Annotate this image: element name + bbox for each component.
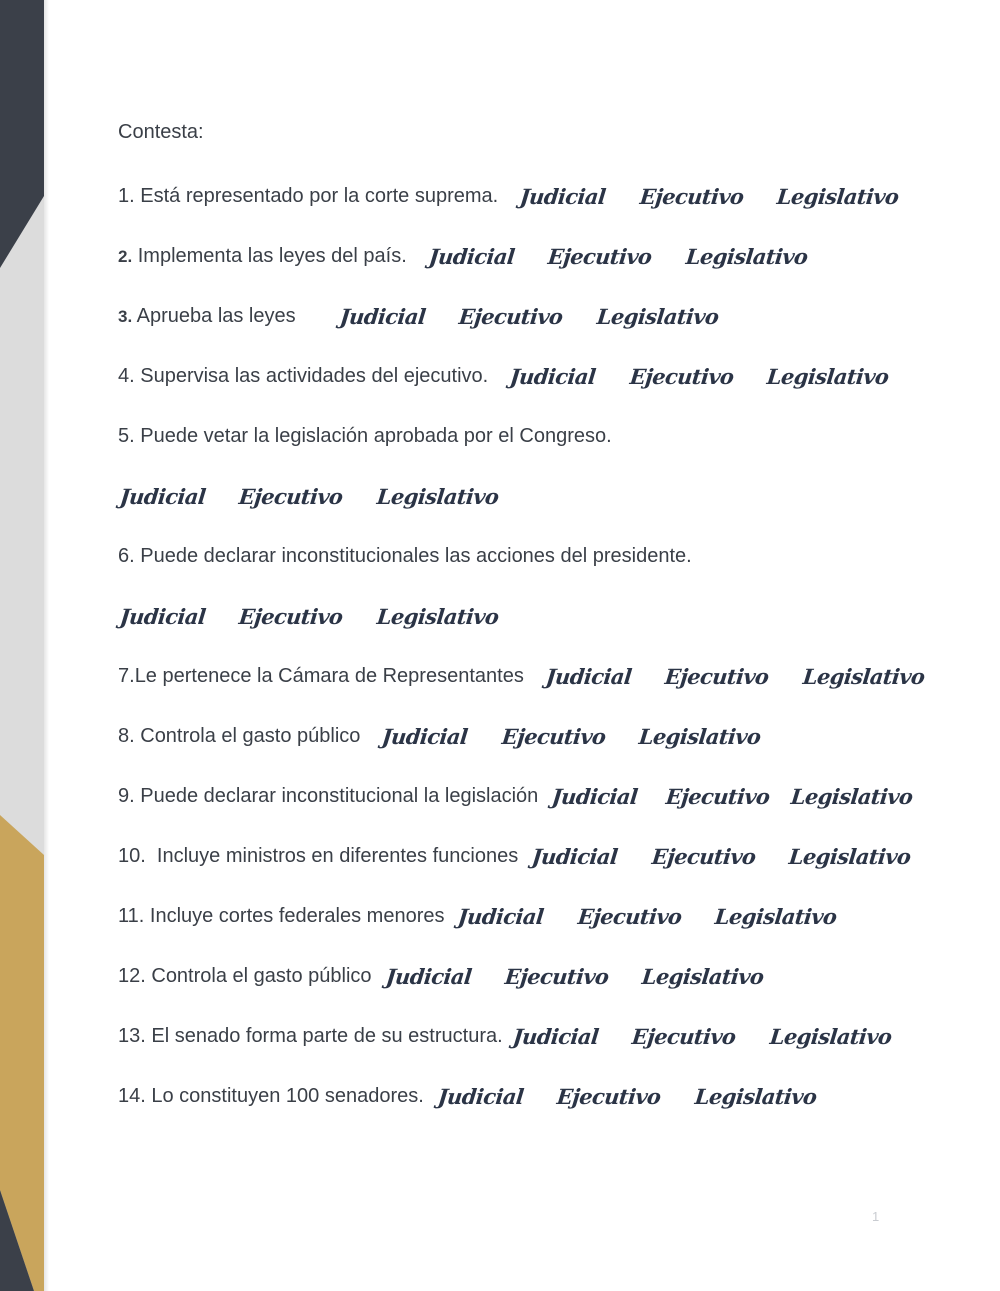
question-2 — [118, 238, 809, 274]
option-judicial[interactable]: Judicial — [508, 363, 597, 389]
side-decoration — [0, 0, 44, 1291]
question-12 — [118, 958, 766, 994]
option-judicial[interactable]: Judicial — [550, 783, 640, 809]
question-5 — [118, 418, 612, 454]
question-1 — [118, 178, 901, 214]
option-ejecutivo[interactable]: Ejecutivo — [238, 483, 345, 509]
option-legislativo[interactable]: Legislativo — [684, 243, 809, 269]
option-ejecutivo[interactable]: Ejecutivo — [457, 303, 564, 329]
option-judicial[interactable]: Judicial — [338, 303, 427, 329]
question-13-options — [511, 1022, 893, 1051]
question-3-text: 3. Aprueba las leyes — [118, 304, 296, 327]
page-edge-shadow — [44, 0, 49, 1291]
option-ejecutivo[interactable]: Ejecutivo — [238, 603, 345, 629]
option-legislativo[interactable]: Legislativo — [693, 1083, 818, 1109]
option-judicial[interactable]: Judicial — [544, 663, 633, 689]
question-13 — [118, 1018, 893, 1054]
question-12-text: 12. Controla el gasto público — [118, 964, 372, 987]
option-judicial[interactable]: Judicial — [118, 483, 207, 509]
question-6-options-row — [118, 598, 500, 634]
question-4-text: 4. Supervisa las actividades del ejecutivo. — [118, 364, 489, 387]
question-4-options — [508, 362, 890, 391]
option-ejecutivo[interactable]: Ejecutivo — [546, 243, 654, 269]
option-legislativo[interactable]: Legislativo — [789, 783, 915, 809]
question-11-text: 11. Incluye cortes federales menores — [118, 904, 445, 927]
option-ejecutivo[interactable]: Ejecutivo — [650, 843, 757, 869]
question-1-options — [518, 182, 900, 211]
option-judicial[interactable]: Judicial — [530, 843, 619, 869]
option-legislativo[interactable]: Legislativo — [787, 843, 912, 869]
question-7 — [118, 658, 926, 694]
question-10 — [118, 838, 913, 874]
option-ejecutivo[interactable]: Ejecutivo — [555, 1083, 663, 1109]
question-14 — [118, 1078, 818, 1114]
option-legislativo[interactable]: Legislativo — [641, 963, 766, 989]
page-heading: Contesta: — [118, 121, 204, 143]
question-11-options — [456, 902, 838, 931]
option-legislativo[interactable]: Legislativo — [375, 603, 500, 629]
option-legislativo[interactable]: Legislativo — [801, 663, 926, 689]
option-judicial[interactable]: Judicial — [381, 723, 470, 749]
option-judicial[interactable]: Judicial — [457, 903, 546, 929]
question-6-options — [118, 602, 500, 631]
option-ejecutivo[interactable]: Ejecutivo — [638, 183, 745, 209]
question-10-text: 10. Incluye ministros en diferentes funciones — [118, 844, 519, 867]
option-legislativo[interactable]: Legislativo — [775, 183, 900, 209]
question-5-options-row — [118, 478, 500, 514]
option-legislativo[interactable]: Legislativo — [768, 1023, 893, 1049]
option-ejecutivo[interactable]: Ejecutivo — [503, 963, 610, 989]
question-2-options — [427, 242, 809, 271]
question-3-options — [338, 302, 720, 331]
question-3 — [118, 298, 720, 334]
option-legislativo[interactable]: Legislativo — [638, 723, 763, 749]
option-judicial[interactable]: Judicial — [518, 183, 607, 209]
question-14-options — [436, 1082, 818, 1111]
question-2-text: 2. Implementa las leyes del país. — [118, 244, 407, 267]
option-judicial[interactable]: Judicial — [118, 603, 207, 629]
question-5-text: 5. Puede vetar la legislación aprobada por el Congreso. — [118, 424, 612, 447]
option-ejecutivo[interactable]: Ejecutivo — [664, 783, 771, 809]
question-8 — [118, 718, 763, 754]
option-ejecutivo[interactable]: Ejecutivo — [500, 723, 607, 749]
option-legislativo[interactable]: Legislativo — [765, 363, 890, 389]
question-9 — [118, 778, 915, 814]
option-judicial[interactable]: Judicial — [511, 1023, 600, 1049]
question-5-options — [118, 482, 500, 511]
question-14-text: 14. Lo constituyen 100 senadores. — [118, 1084, 424, 1107]
question-9-text: 9. Puede declarar inconstitucional la legislación — [118, 784, 539, 807]
option-legislativo[interactable]: Legislativo — [714, 903, 839, 929]
question-8-text: 8. Controla el gasto público — [118, 724, 361, 747]
question-10-options — [530, 842, 912, 871]
question-11 — [118, 898, 839, 934]
option-ejecutivo[interactable]: Ejecutivo — [576, 903, 683, 929]
option-judicial[interactable]: Judicial — [427, 243, 516, 269]
question-13-text: 13. El senado forma parte de su estructura. — [118, 1024, 503, 1047]
question-7-options — [544, 662, 926, 691]
question-6-text: 6. Puede declarar inconstitucionales las acciones del presidente. — [118, 544, 692, 567]
option-ejecutivo[interactable]: Ejecutivo — [628, 363, 735, 389]
option-judicial[interactable]: Judicial — [384, 963, 473, 989]
question-6 — [118, 538, 692, 574]
question-4 — [118, 358, 891, 394]
question-7-text: 7.Le pertenece la Cámara de Representantes — [118, 664, 524, 687]
option-ejecutivo[interactable]: Ejecutivo — [630, 1023, 737, 1049]
option-judicial[interactable]: Judicial — [436, 1083, 525, 1109]
question-1-text: 1. Está representado por la corte suprema. — [118, 184, 499, 207]
question-12-options — [384, 962, 766, 991]
option-legislativo[interactable]: Legislativo — [595, 303, 720, 329]
question-9-options — [550, 782, 914, 811]
option-ejecutivo[interactable]: Ejecutivo — [663, 663, 771, 689]
page-number: 1 — [872, 1209, 880, 1224]
question-8-options — [380, 722, 762, 751]
option-legislativo[interactable]: Legislativo — [375, 483, 500, 509]
